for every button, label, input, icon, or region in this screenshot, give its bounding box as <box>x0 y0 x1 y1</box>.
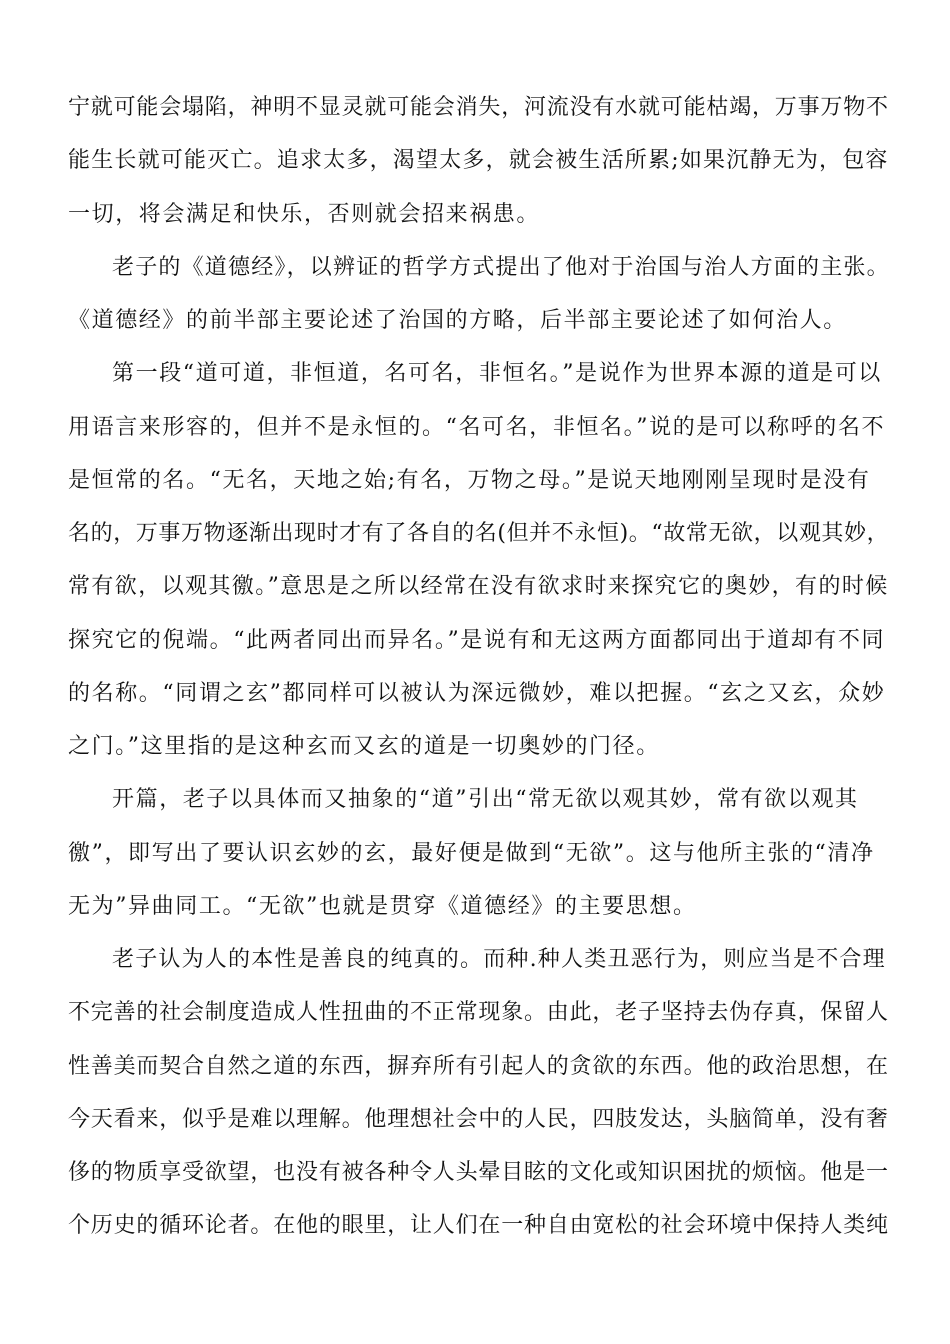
paragraph-start-line: 第一段“道可道，非恒道，名可名，非恒名。”是说作为世界本源的道是可以 <box>112 361 882 386</box>
text-line: 今天看来，似乎是难以理解。他理想社会中的人民，四肢发达，头脑简单，没有奢 <box>68 1107 889 1132</box>
text-line: 探究它的倪端。“此两者同出而异名。”是说有和无这两方面都同出于道却有不同 <box>68 628 886 653</box>
text-line: 无为”异曲同工。“无欲”也就是贯穿《道德经》的主要思想。 <box>68 894 697 919</box>
text-line: 名的，万事万物逐渐出现时才有了各自的名(但并不永恒)。“故常无欲，以观其妙， <box>68 521 890 546</box>
text-line: 侈的物质享受欲望，也没有被各种令人头晕目眩的文化或知识困扰的烦恼。他是一 <box>68 1160 889 1185</box>
text-line: 用语言来形容的，但并不是永恒的。“名可名，非恒名。”说的是可以称呼的名不 <box>68 415 886 440</box>
text-line: 宁就可能会塌陷，神明不显灵就可能会消失，河流没有水就可能枯竭，万事万物不 <box>68 95 889 120</box>
paragraph-start-line: 老子的《道德经》，以辨证的哲学方式提出了他对于治国与治人方面的主张。 <box>112 255 890 280</box>
paragraph-start-line: 开篇，老子以具体而又抽象的“道”引出“常无欲以观其妙，常有欲以观其 <box>112 787 859 812</box>
text-line: 性善美而契合自然之道的东西，摒弃所有引起人的贪欲的东西。他的政治思想，在 <box>68 1054 889 1079</box>
text-line: 能生长就可能灭亡。追求太多，渴望太多，就会被生活所累;如果沉静无为，包容 <box>68 148 889 173</box>
text-line: 之门。”这里指的是这种玄而又玄的道是一切奥妙的门径。 <box>68 734 660 759</box>
text-line: 一切，将会满足和快乐，否则就会招来祸患。 <box>68 202 541 227</box>
text-line: 常有欲，以观其徼。”意思是之所以经常在没有欲求时来探究它的奥妙，有的时候 <box>68 574 889 599</box>
text-line: 的名称。“同谓之玄”都同样可以被认为深远微妙，难以把握。“玄之又玄，众妙 <box>68 681 886 706</box>
paragraph-start-line: 老子认为人的本性是善良的纯真的。而种.种人类丑恶行为，则应当是不合理 <box>112 947 886 972</box>
text-line: 徼”，即写出了要认识玄妙的玄，最好便是做到“无欲”。这与他所主张的“清净 <box>68 841 875 866</box>
text-line: 《道德经》的前半部主要论述了治国的方略，后半部主要论述了如何治人。 <box>68 308 847 333</box>
text-line: 个历史的循环论者。在他的眼里，让人们在一种自由宽松的社会环境中保持人类纯 <box>68 1213 889 1238</box>
text-line: 是恒常的名。“无名，天地之始;有名，万物之母。”是说天地刚刚呈现时是没有 <box>68 468 871 493</box>
text-line: 不完善的社会制度造成人性扭曲的不正常现象。由此，老子坚持去伪存真，保留人 <box>68 1000 889 1025</box>
